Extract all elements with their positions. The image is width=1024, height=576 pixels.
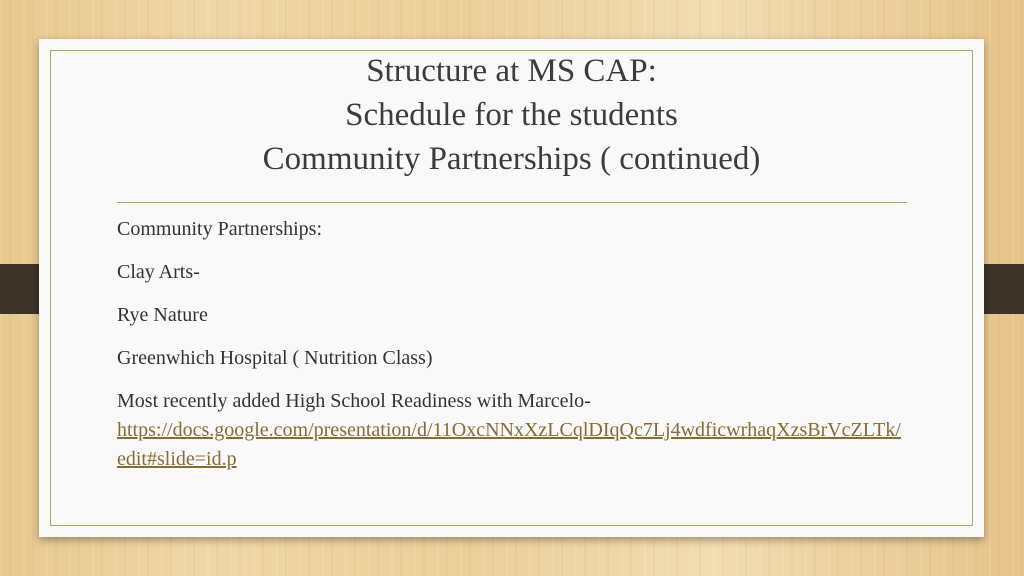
slide-body <box>117 215 917 474</box>
body-item-with-link <box>117 387 917 474</box>
title-line-3: Community Partnerships ( continued) <box>262 141 761 177</box>
body-item: Greenwhich Hospital ( Nutrition Class) <box>117 347 433 369</box>
title-line-2: Schedule for the students <box>345 97 678 133</box>
body-item-text: Most recently added High School Readiness with Marcelo- <box>117 390 591 412</box>
slide-card <box>39 39 984 537</box>
title-line-1: Structure at MS CAP: <box>366 53 657 89</box>
presentation-link[interactable]: https://docs.google.com/presentation/d/11OxcNNxXzLCqlDIqQc7Lj4wdficwrhaqXzsBrVcZLTk/edit#slide=id.p <box>117 419 901 470</box>
title-divider <box>117 202 907 203</box>
body-item: Rye Nature <box>117 304 208 326</box>
body-item: Community Partnerships: <box>117 218 322 240</box>
body-item: Clay Arts- <box>117 261 200 283</box>
slide-title <box>39 49 984 181</box>
